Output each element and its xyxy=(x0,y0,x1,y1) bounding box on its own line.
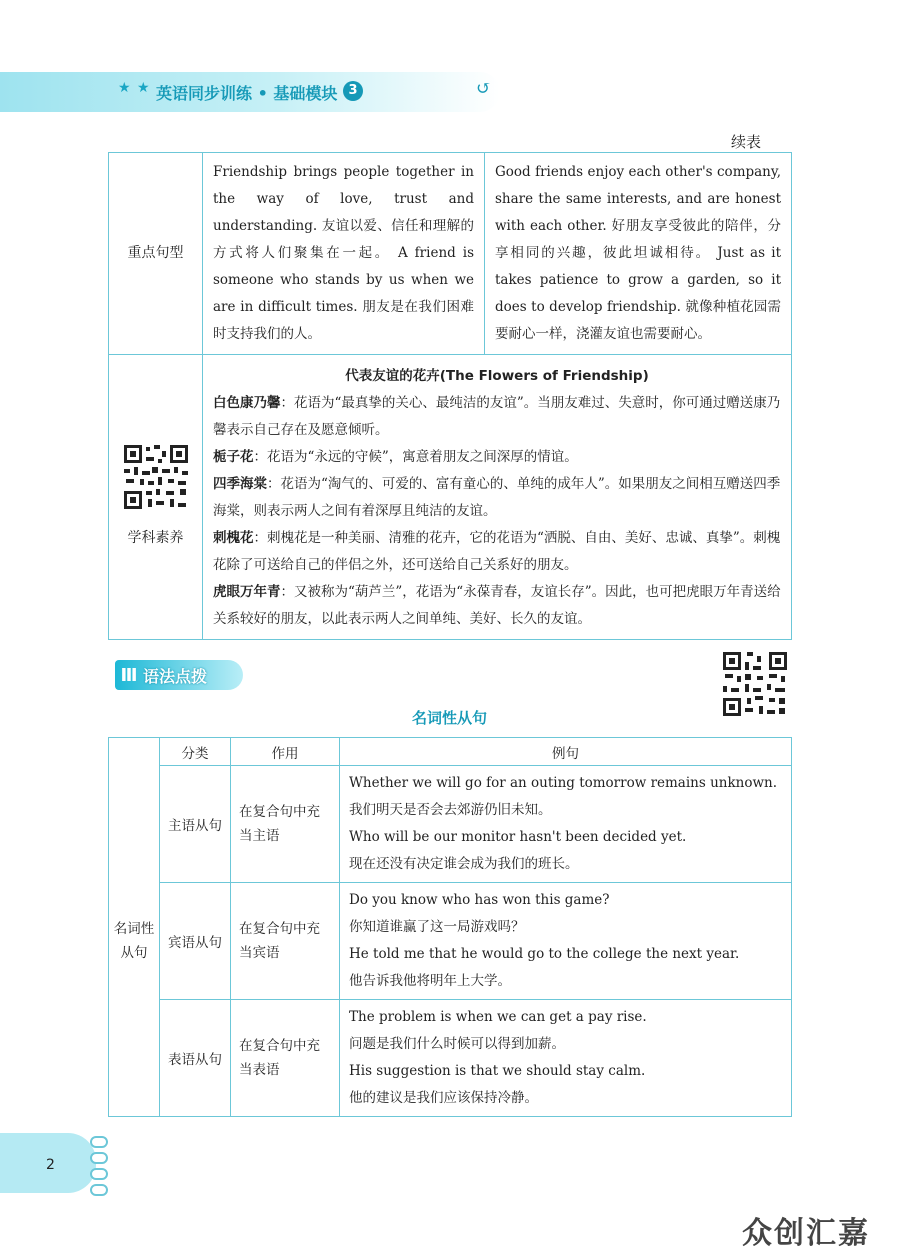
clause-type: 主语从句 xyxy=(160,766,231,883)
flower-text: ：花语为“最真挚的关心、最纯洁的友谊”。当朋友难过、失意时，你可通过赠送康乃馨表示自己存在及愿意倾听。 xyxy=(213,395,781,438)
binding-rings-icon xyxy=(90,1136,112,1200)
example-zh: 现在还没有决定谁会成为我们的班长。 xyxy=(349,856,579,872)
table-row xyxy=(109,1000,792,1117)
flower-text: ：又被称为“葫芦兰”，花语为“永葆青春，友谊长存”。因此，也可把虎眼万年青送给关系较好的朋友，以此表示两人之间单纯、美好、长久的友谊。 xyxy=(213,584,781,627)
flower-text: ：刺槐花是一种美丽、清雅的花卉，它的花语为“洒脱、自由、美好、忠诚、真挚”。刺槐花除了可送给自己的伴侣之外，还可送给自己关系好的朋友。 xyxy=(213,530,781,573)
example-zh: 他的建议是我们应该保持冷静。 xyxy=(349,1090,538,1106)
sentence-cell-right: Good friends enjoy each other's company, share the same interests, and are honest with each other. 好朋友享受彼此的陪伴，分享相同的兴趣，彼此坦诚相待。 Just as it takes patience to grow a garden, so it does to develop friendship. 就像种植花园需要耐心一样，浇灌友谊也需要耐心。 xyxy=(485,153,792,355)
clause-function: 在复合句中充当宾语 xyxy=(231,883,340,1000)
list-item xyxy=(213,444,781,471)
key-sentences-table xyxy=(108,152,792,640)
star-icon: ★ ★ xyxy=(118,80,151,96)
literacy-content xyxy=(203,355,792,640)
continued-label: 续表 xyxy=(731,133,762,151)
table-row xyxy=(109,883,792,1000)
examples-cell xyxy=(340,883,792,1000)
table-header-row xyxy=(109,738,792,766)
example-en: He told me that he would go to the college the next year. xyxy=(349,946,740,962)
example-zh: 你知道谁赢了这一局游戏吗？ xyxy=(349,919,525,935)
literacy-label-cell xyxy=(109,355,203,640)
example-en: Do you know who has won this game? xyxy=(349,892,610,908)
examples-cell xyxy=(340,1000,792,1117)
flower-text: ：花语为“淘气的、可爱的、富有童心的、单纯的成年人”。如果朋友之间相互赠送四季海棠，则表示两人之间有着深厚且纯洁的友谊。 xyxy=(213,476,781,519)
qr-code-icon[interactable] xyxy=(122,443,190,511)
table-row xyxy=(109,766,792,883)
list-item xyxy=(213,525,781,579)
clause-type: 宾语从句 xyxy=(160,883,231,1000)
example-zh: 问题是我们什么时候可以得到加薪。 xyxy=(349,1036,565,1052)
watermark: 众创汇嘉 xyxy=(742,1216,870,1251)
flower-name: 栀子花 xyxy=(213,449,254,465)
sentence-cell-left: Friendship brings people together in the way of love, trust and understanding. 友谊以爱、信任和理解的方式将人们聚集在一起。 A friend is someone who stands by us when we are in difficult times. 朋友是在我们困难时支持我们的人。 xyxy=(203,153,485,355)
flower-name: 刺槐花 xyxy=(213,530,254,546)
book-title: 英语同步训练 • 基础模块 xyxy=(156,84,338,103)
main-category: 名词性从句 xyxy=(109,766,160,1117)
list-item xyxy=(213,579,781,633)
row-label: 学科素养 xyxy=(127,529,184,546)
swirl-icon: ↺ xyxy=(476,78,492,99)
table-row xyxy=(109,153,792,355)
row-label: 重点句型 xyxy=(109,153,203,355)
flower-name: 虎眼万年青 xyxy=(213,584,281,600)
example-en: Who will be our monitor hasn't been decided yet. xyxy=(349,829,687,845)
example-zh: 我们明天是否会去郊游仍旧未知。 xyxy=(349,802,552,818)
section-icon: Ⅲ xyxy=(120,664,138,686)
column-header: 作用 xyxy=(231,738,340,766)
flower-name: 白色康乃馨 xyxy=(213,395,281,411)
column-header: 分类 xyxy=(160,738,231,766)
grammar-subtitle: 名词性从句 xyxy=(411,709,487,727)
example-en: Whether we will go for an outing tomorrow remains unknown. xyxy=(349,775,778,791)
flower-text: ：花语为“永远的守候”，寓意着朋友之间深厚的情谊。 xyxy=(253,449,578,465)
page-number: 2 xyxy=(46,1157,55,1173)
list-item xyxy=(213,471,781,525)
grammar-banner-title: 语法点拨 xyxy=(143,666,208,686)
module-badge: 3 xyxy=(343,81,363,101)
example-zh: 他告诉我他将明年上大学。 xyxy=(349,973,511,989)
column-header: 例句 xyxy=(340,738,792,766)
literacy-title: 代表友谊的花卉(The Flowers of Friendship) xyxy=(345,368,649,384)
clause-function: 在复合句中充当主语 xyxy=(231,766,340,883)
examples-cell xyxy=(340,766,792,883)
corner-cell xyxy=(109,738,160,766)
grammar-banner xyxy=(115,660,243,690)
clause-function: 在复合句中充当表语 xyxy=(231,1000,340,1117)
noun-clause-table xyxy=(108,737,792,1117)
example-en: His suggestion is that we should stay calm. xyxy=(349,1063,646,1079)
table-row xyxy=(109,355,792,640)
example-en: The problem is when we can get a pay rise. xyxy=(349,1009,647,1025)
list-item xyxy=(213,390,781,444)
clause-type: 表语从句 xyxy=(160,1000,231,1117)
flower-name: 四季海棠 xyxy=(213,476,267,492)
